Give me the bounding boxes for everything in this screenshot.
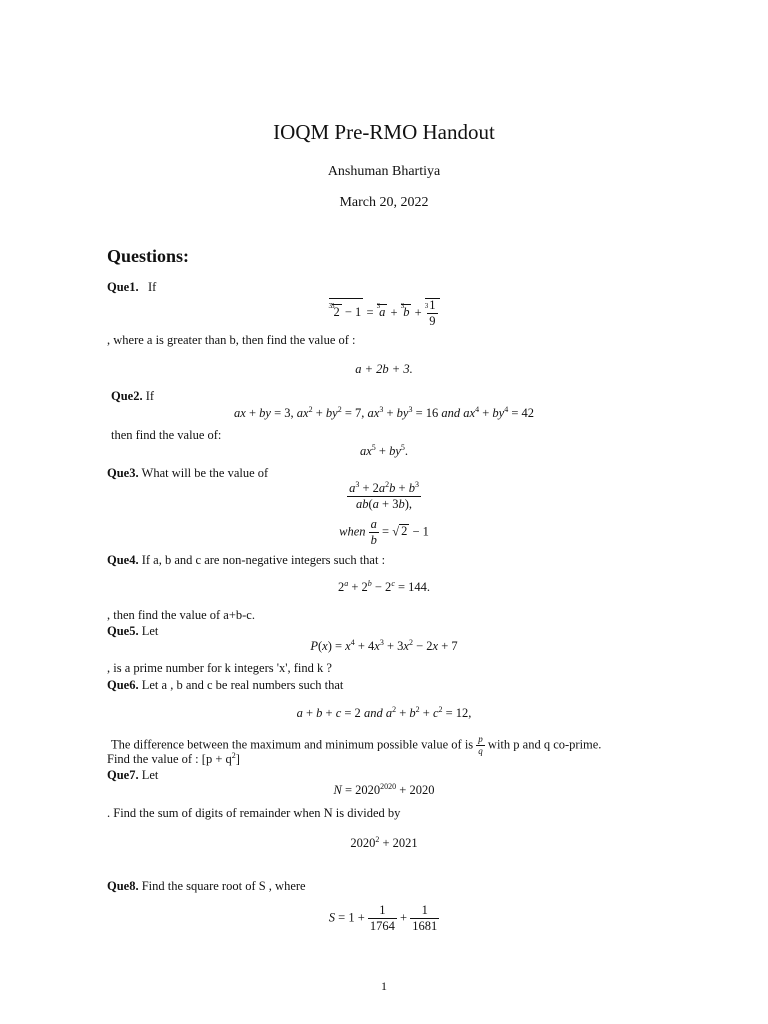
question-4-equation: $2^a + 2^b - 2^c = 144$. (337, 579, 431, 594)
page-number: 1 (381, 979, 387, 993)
question-2-condition: then find the value of: (111, 428, 222, 442)
question-2-intro: If (145, 389, 155, 403)
question-7-divisor: $2020^2 + 2021$ (350, 835, 418, 850)
question-3-expression: $\frac{a^3 + 2a^2b + b^3}{ab(a + 3b),}$ (349, 480, 419, 511)
question-5-intro: Let (141, 624, 159, 638)
question-3-condition: when $\frac{a}{b}$ = √ 2 − 1 (339, 517, 429, 547)
question-6-intro: Let a , b and c be real numbers such that (141, 678, 344, 692)
question-4 (107, 553, 385, 568)
question-2-target: $ax^5 + by^5$. (359, 443, 409, 458)
question-4-label: Que4. (107, 553, 139, 567)
question-8-intro: Find the square root of S , where (141, 879, 306, 893)
question-2 (111, 389, 154, 404)
question-1-condition: , where a is greater than b, then find the value of : (107, 333, 356, 347)
question-8-label: Que8. (107, 879, 139, 893)
document-date: March 20, 2022 (339, 195, 429, 210)
question-8 (107, 879, 306, 894)
question-4-intro: If a, b and c are non-negative integers such that : (141, 553, 386, 567)
question-5 (107, 624, 158, 639)
section-title: Questions: (107, 246, 190, 266)
document-author: Anshuman Bhartiya (327, 164, 441, 179)
question-8-equation: S = 1 + $\frac{1}{1764}$ + $\frac{1}{1681}$ (328, 903, 438, 933)
question-7-ask: . Find the sum of digits of remainder when N is divided by (107, 806, 401, 820)
question-6-difference: The difference between the maximum and minimum possible value of is $\frac{p}{q}$ with p and q co-prime. (111, 734, 602, 756)
document-title: IOQM Pre-RMO Handout (273, 120, 495, 144)
question-4-ask: , then find the value of a+b-c. (107, 608, 255, 622)
question-7-intro: Let (141, 768, 159, 782)
question-3-intro: What will be the value of (141, 466, 269, 480)
question-7-label: Que7. (107, 768, 139, 782)
question-6 (107, 678, 343, 693)
question-1-target: a + 2b + 3. (355, 362, 413, 376)
question-5-polynomial: $P(x) = x^4 + 4x^3 + 3x^2 - 2x + 7$ (310, 638, 458, 653)
question-3 (107, 466, 268, 481)
question-7-equation: $N = 2020^{2020} + 2020$ (333, 782, 435, 797)
question-1-equation: $^{33}$2 − 1 = $^3$a + $^3$b + $^3$ $\frac{1}{9}$ (0, 298, 768, 328)
question-3-label: Que3. (107, 466, 139, 480)
question-6-equation: a + b + c = 2 and $a^2 + b^2 + c^2 = 12$, (296, 705, 472, 720)
question-5-label: Que5. (107, 624, 139, 638)
question-6-ask: Find the value of : $[p + q^2]$ (107, 751, 240, 766)
question-2-equation: ax + by = 3, $ax^2 + by^2 = 7$, $ax^3 + by^3 = 16$ and $ax^4 + by^4 = 42$ (234, 405, 534, 420)
question-6-label: Que6. (107, 678, 139, 692)
question-1-label: Que1. (107, 280, 139, 294)
question-7 (107, 768, 158, 783)
question-5-ask: , is a prime number for k integers 'x', find k ? (107, 661, 332, 675)
question-1-intro: If (147, 280, 157, 294)
question-2-label: Que2. (111, 389, 143, 403)
question-1 (107, 280, 156, 295)
